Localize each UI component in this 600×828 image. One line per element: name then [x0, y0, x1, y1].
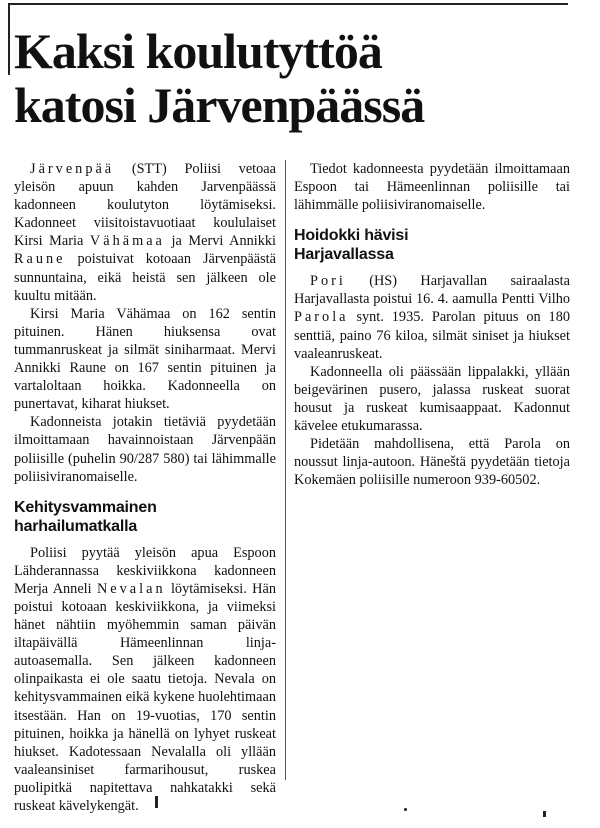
column-divider: [285, 160, 286, 780]
headline-line-2: katosi Järvenpäässä: [14, 77, 425, 133]
scan-speck: [543, 811, 546, 817]
headline: [14, 24, 574, 132]
column-left: [14, 160, 276, 815]
section-2-paragraph-2: Tiedot kadonneesta pyydetään ilmoittamaan Espoon tai Hämeenlinnan poliisille tai lähimmälle poliisiviranomaiselle.: [294, 161, 570, 214]
section-2-paragraph-1: Poliisi pyytää yleisön apua Espoon Lähderannassa keskiviikkona kadonneen Merja Anneli Nevalan löytämiseksi. Hän poistui kotoaan keskiviikkona, ja viimeksi hänet nähtiin myöhemmin saman päivän iltapäivällä Hämeenlinnan linja-autoasemalla. Sen jälkeen kadonneen olinpaikasta ei ole saatu tietoja. Nevala on kehitysvammainen eikä kykene huolehtimaan itsestään. Han on 19-vuotias, 170 sentin pituinen, hoikka ja hänellä on lyhyet ruskeat hiukset. Kadotessaan Nevalalla oli yllään vaaleansiniset farmarihousut, ruskea puolipitkä napitettava nahkatakki sekä ruskeat kävelykengät.: [14, 544, 276, 814]
missing-person-name: Parola: [294, 309, 349, 326]
top-rule: [8, 3, 568, 5]
scan-speck: [404, 808, 407, 811]
section-3-paragraph-2: Kadonneella oli päässään lippalakki, yllään beigevärinen pusero, jalassa ruskeat suorat housut ja ruskeat kumisaappaat. Kadonnut kävelee etukumarassa.: [294, 363, 570, 435]
article-paragraph-2: Kirsi Maria Vähämaa on 162 sentin pituinen. Hänen hiuksensa ovat tummanruskeat ja silmät siniharmaat. Mervi Annikki Raune on 167 sentin pituinen ja vartaloltaan hoikka. Kadonneella on punertavat, kiharat hiukset.: [14, 305, 276, 413]
section-3-subhead: Hoidokki hävisi Harjavallassa: [294, 227, 409, 264]
scan-speck: [155, 796, 158, 808]
article-paragraph-1: Järvenpää (STT) Poliisi vetoaa yleisön apuun kahden Jarvenpäässä kadonneen koulutyton löytämiseksi. Kadonneet viisitoistavuotiaat koululaiset Kirsi Maria Vähämaa ja Mervi Annikki Raune poistuivat kotoaan Järvenpäästä sunnuntaina, eikä heistä sen jälkeen ole kuultu mitään.: [14, 161, 276, 304]
missing-person-name: Vähämaa: [89, 233, 165, 250]
section-3-paragraph-3: Pidetään mahdollisena, että Parola on noussut linja-autoon. Häneštä pyydetään tietoja Kokemäen poliisille numeroon 939-60502.: [294, 436, 570, 489]
left-rule: [8, 3, 10, 75]
section-2-subhead: Kehitysvammainen harhailumatkalla: [14, 498, 157, 535]
dateline-place: Pori: [310, 273, 346, 290]
dateline-place: Järvenpää: [30, 161, 115, 177]
section-3-paragraph-1: Pori (HS) Harjavallan sairaalasta Harjavallasta poistui 16. 4. aamulla Pentti Vilho Parola synt. 1935. Parolan pituus on 180 senttiä, paino 76 kiloa, silmät siniset ja hiukset vaaleanruskeat.: [294, 273, 570, 362]
column-right: [294, 160, 570, 489]
headline-line-1: Kaksi koulutyttöä: [14, 23, 382, 79]
missing-person-name: Raune: [14, 251, 66, 268]
missing-person-name: Nevalan: [96, 580, 166, 597]
article-paragraph-3: Kadonneista jotakin tietäviä pyydetään ilmoittamaan havainnoistaan Järvenpään poliisille (puhelin 90/287 580) tai lähimmalle poliisiviranomaiselle.: [14, 414, 276, 485]
